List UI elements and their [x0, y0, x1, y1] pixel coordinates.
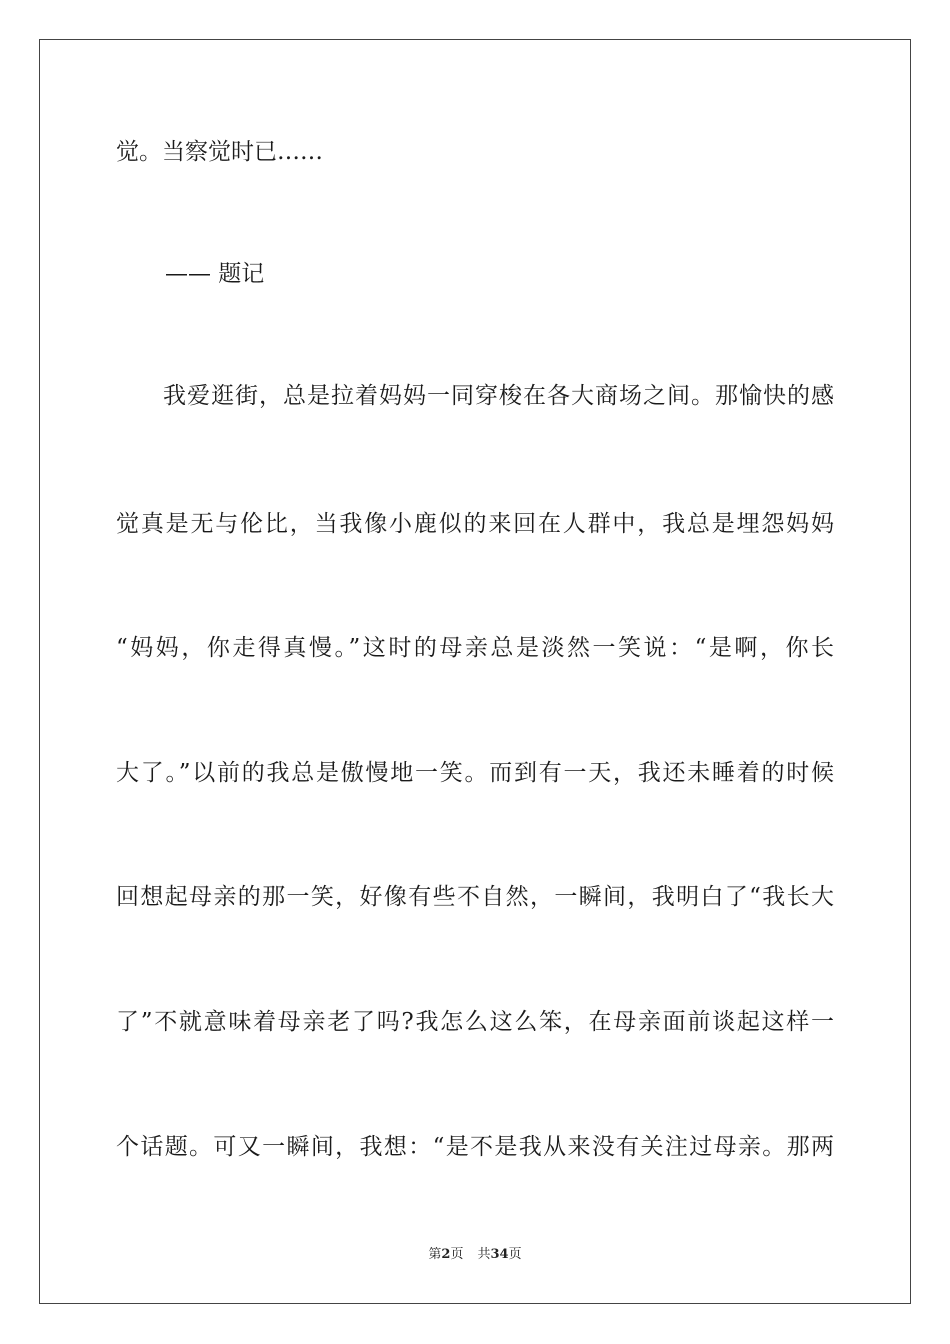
- text-line-6: 大了。”以前的我总是傲慢地一笑。而到有一天，我还未睡着的时候: [116, 760, 834, 786]
- footer-total-prefix: 共: [477, 1247, 491, 1262]
- footer-total-suffix: 页: [508, 1247, 522, 1262]
- page-footer: [0, 1247, 950, 1263]
- epigraph-signature: —— 题记: [165, 261, 265, 287]
- text-line-4: 觉真是无与伦比，当我像小鹿似的来回在人群中，我总是埋怨妈妈: [116, 511, 834, 537]
- footer-page-suffix: 页: [450, 1247, 464, 1262]
- text-line-8: 了”不就意味着母亲老了吗?我怎么这么笨，在母亲面前谈起这样一: [116, 1009, 834, 1035]
- footer-total-pages: 34: [490, 1247, 509, 1262]
- text-line-3: 我爱逛街，总是拉着妈妈一同穿梭在各大商场之间。那愉快的感: [163, 383, 834, 409]
- footer-page-prefix: 第: [428, 1247, 442, 1262]
- text-line-1: 觉。当察觉时已……: [116, 139, 323, 165]
- text-line-7: 回想起母亲的那一笑，好像有些不自然，一瞬间，我明白了“我长大: [116, 884, 834, 910]
- page-border: [39, 39, 911, 1304]
- text-line-9: 个话题。可又一瞬间，我想：“是不是我从来没有关注过母亲。那两: [116, 1134, 834, 1160]
- footer-page-number: 2: [441, 1247, 451, 1262]
- text-line-5: “妈妈，你走得真慢。”这时的母亲总是淡然一笑说：“是啊，你长: [116, 635, 834, 661]
